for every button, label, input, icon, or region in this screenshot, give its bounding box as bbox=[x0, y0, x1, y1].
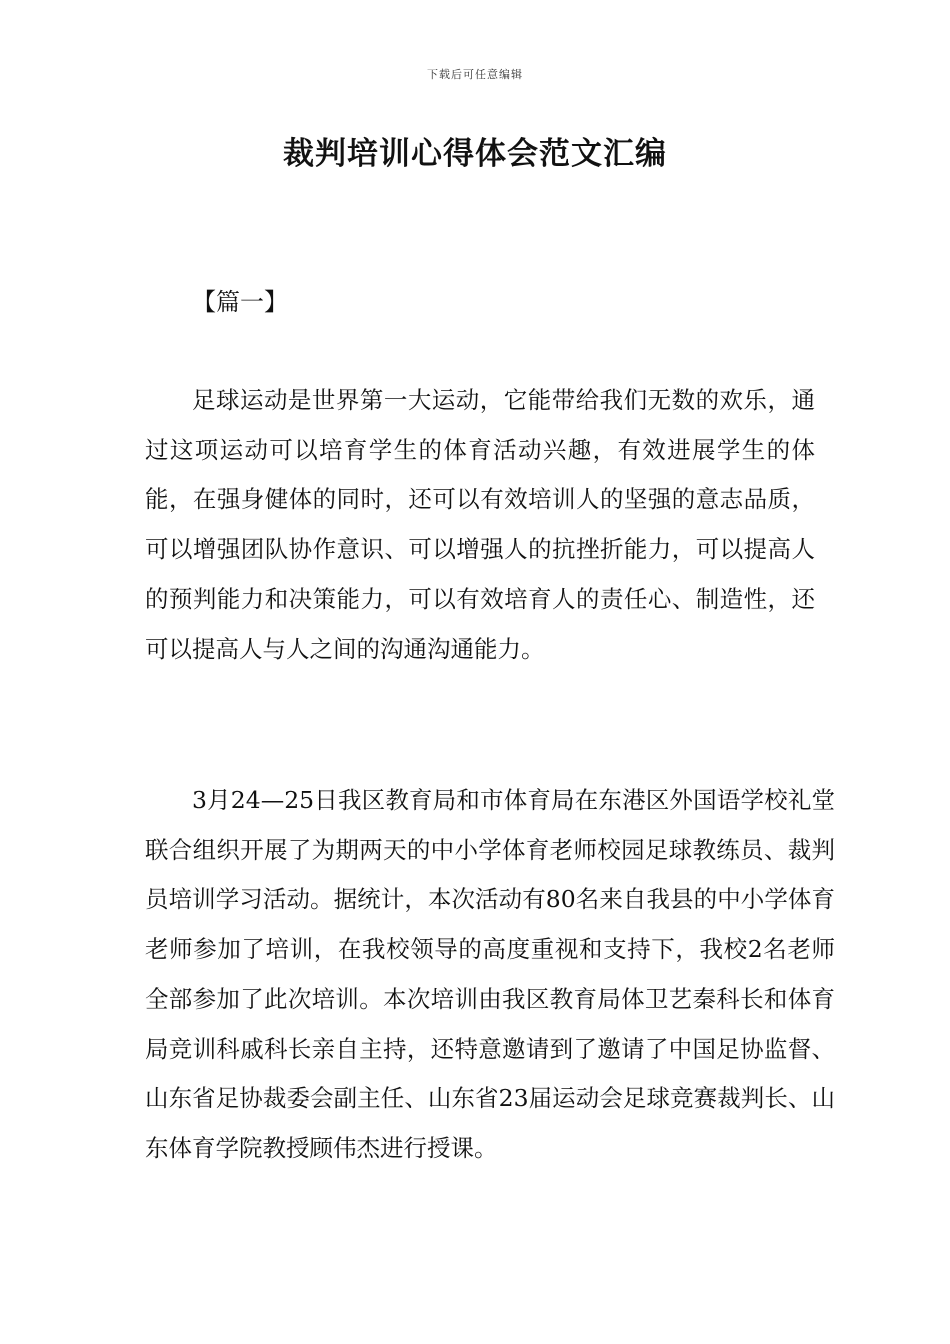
section-label: 【篇一】 bbox=[192, 288, 288, 316]
document-title: 裁判培训心得体会范文汇编 bbox=[283, 136, 667, 172]
header-note: 下载后可任意编辑 bbox=[427, 68, 523, 81]
body-paragraph-1: 足球运动是世界第一大运动，它能带给我们无数的欢乐，通过这项运动可以培育学生的体育活动兴趣，有效进展学生的体能，在强身健体的同时，还可以有效培训人的坚强的意志品质，可以增强团队协作意识、可以增强人的抗挫折能力，可以提高人的预判能力和决策能力，可以有效培育人的责任心、制造性，还可以提高人与人之间的沟通沟通能力。 bbox=[145, 386, 815, 663]
body-paragraph-2: 3月24—25日我区教育局和市体育局在东港区外国语学校礼堂联合组织开展了为期两天的中小学体育老师校园足球教练员、裁判员培训学习活动。据统计，本次活动有80名来自我县的中小学体育老师参加了培训，在我校领导的高度重视和支持下，我校2名老师全部参加了此次培训。本次培训由我区教育局体卫艺秦科长和体育局竞训科戚科长亲自主持，还特意邀请到了邀请了中国足协监督、山东省足协裁委会副主任、山东省23届运动会足球竞赛裁判长、山东体育学院教授顾伟杰进行授课。 bbox=[145, 786, 835, 1162]
